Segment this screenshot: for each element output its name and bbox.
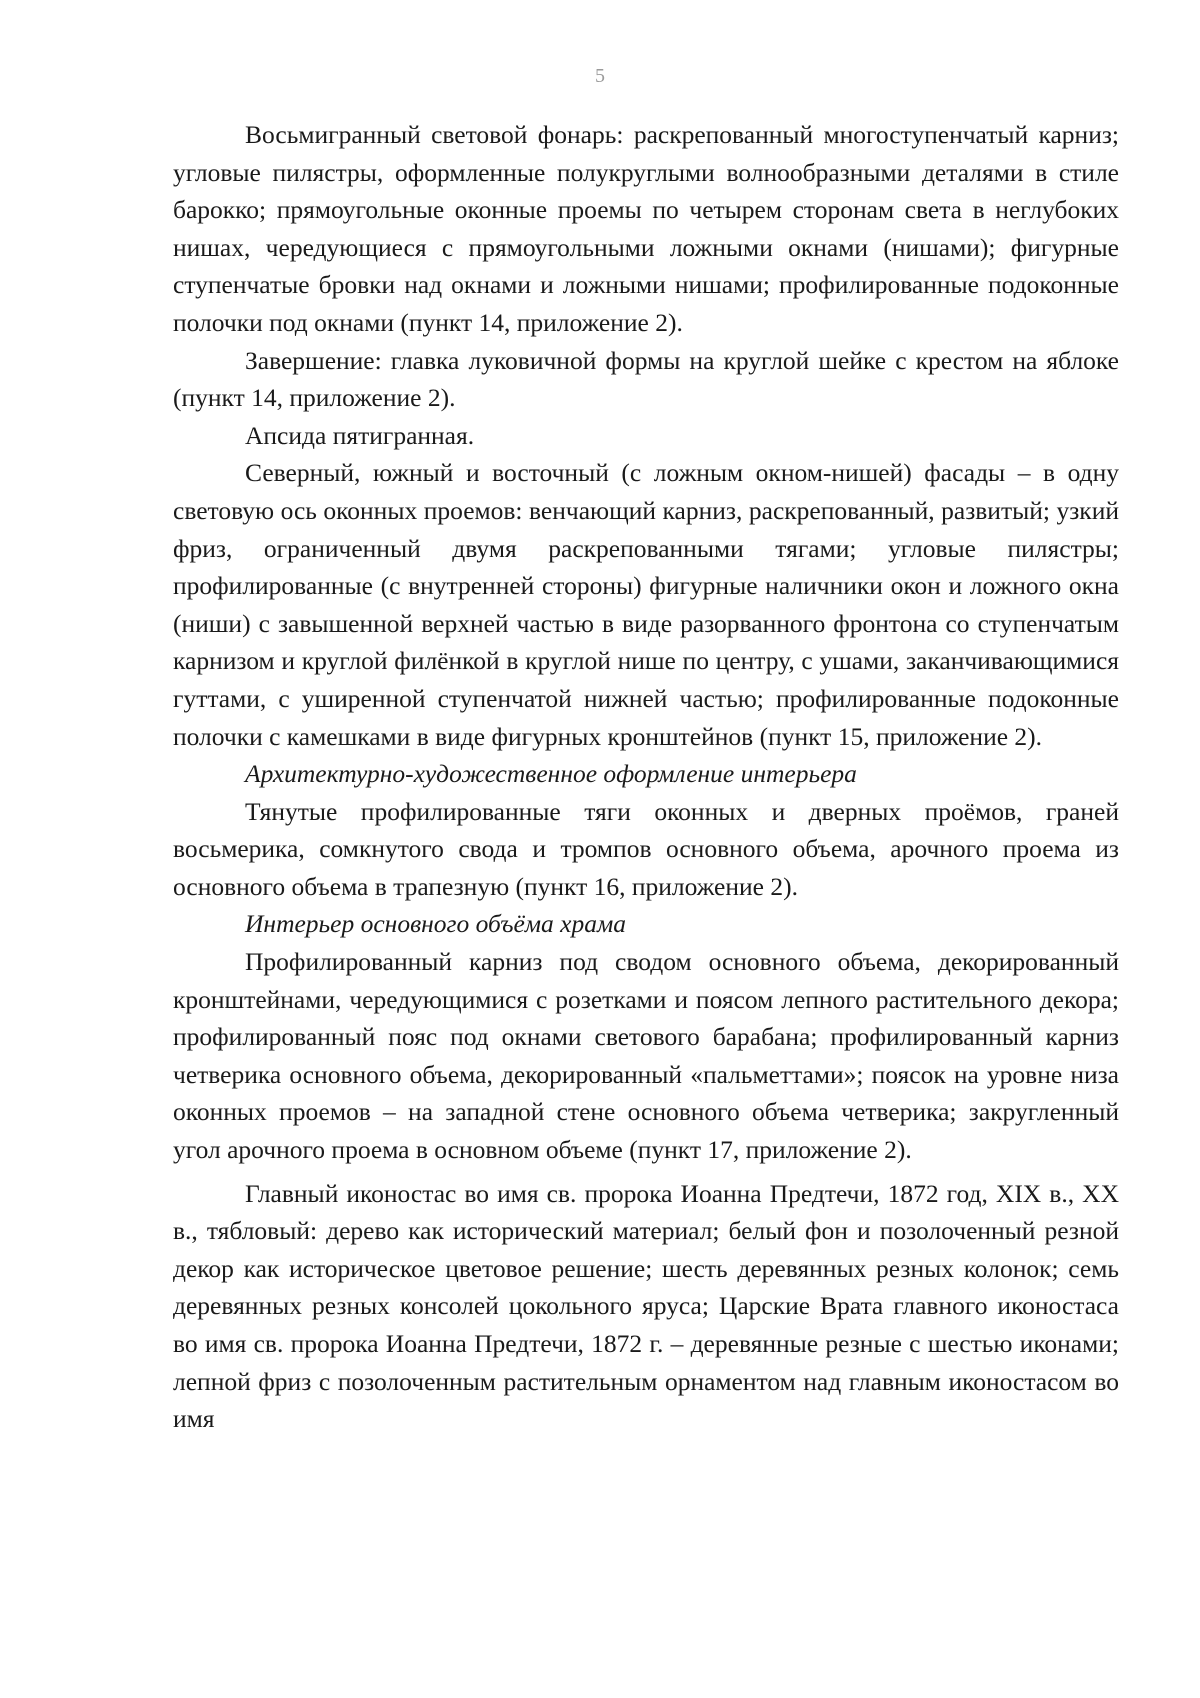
paragraph-apse: Апсида пятигранная.: [245, 420, 475, 450]
paragraph-main-iconostasis: Главный иконостас во имя св. пророка Иоанна Предтечи, 1872 год, XIX в., XX в., тябловый: дерево как исторический материал; белый фон и позолоченный резной декор как историческое цветовое решение; шесть деревянных резных колонок; семь деревянных резных консолей цокольного яруса; Царские Врата главного иконостаса во имя св. пророка Иоанна Предтечи, 1872 г. – деревянные резные с шестью иконами; лепной фриз с позолоченным растительным орнаментом над главным иконостасом во имя: [173, 1178, 1119, 1434]
paragraph-facades: Северный, южный и восточный (с ложным окном-нишей) фасады – в одну световую ось оконных проемов: венчающий карниз, раскрепованный, развитый; узкий фриз, ограниченный двумя раскрепованными тягами; угловые пилястры; профилированные (с внутренней стороны) фигурные наличники окон и ложного окна (ниши) с завышенной верхней частью в виде разорванного фронтона со ступенчатым карнизом и круглой филёнкой в круглой нише по центру, с ушами, заканчивающимися гуттами, с уширенной ступенчатой нижней частью; профилированные подоконные полочки с камешками в виде фигурных кронштейнов (пункт 15, приложение 2).: [173, 458, 1119, 751]
heading-main-volume-interior: Интерьер основного объёма храма: [245, 909, 627, 939]
heading-interior-decoration: Архитектурно-художественное оформление интерьера: [245, 759, 857, 789]
document-body: [173, 116, 1119, 1438]
paragraph-octagonal-lantern: Восьмигранный световой фонарь: раскрепованный многоступенчатый карниз; угловые пилястры, оформленные полукруглыми волнообразными деталями в стиле барокко; прямоугольные оконные проемы по четырем сторонам света в неглубоких нишах, чередующиеся с прямоугольными ложными окнами (нишами); фигурные ступенчатые бровки над окнами и ложными нишами; профилированные подоконные полочки под окнами (пункт 14, приложение 2).: [173, 120, 1119, 337]
paragraph-profiled-rods: Тянутые профилированные тяги оконных и дверных проёмов, граней восьмерика, сомкнутого свода и тромпов основного объема, арочного проема из основного объема в трапезную (пункт 16, приложение 2).: [173, 796, 1119, 901]
paragraph-completion: Завершение: главка луковичной формы на круглой шейке с крестом на яблоке (пункт 14, приложение 2).: [173, 345, 1119, 413]
paragraph-profiled-cornice: Профилированный карниз под сводом основного объема, декорированный кронштейнами, чередующимися с розетками и поясом лепного растительного декора; профилированный пояс под окнами светового барабана; профилированный карниз четверика основного объема, декорированный «пальметтами»; поясок на уровне низа оконных проемов – на западной стене основного объема четверика; закругленный угол арочного проема в основном объеме (пункт 17, приложение 2).: [173, 947, 1119, 1165]
page-number: 5: [595, 65, 605, 87]
